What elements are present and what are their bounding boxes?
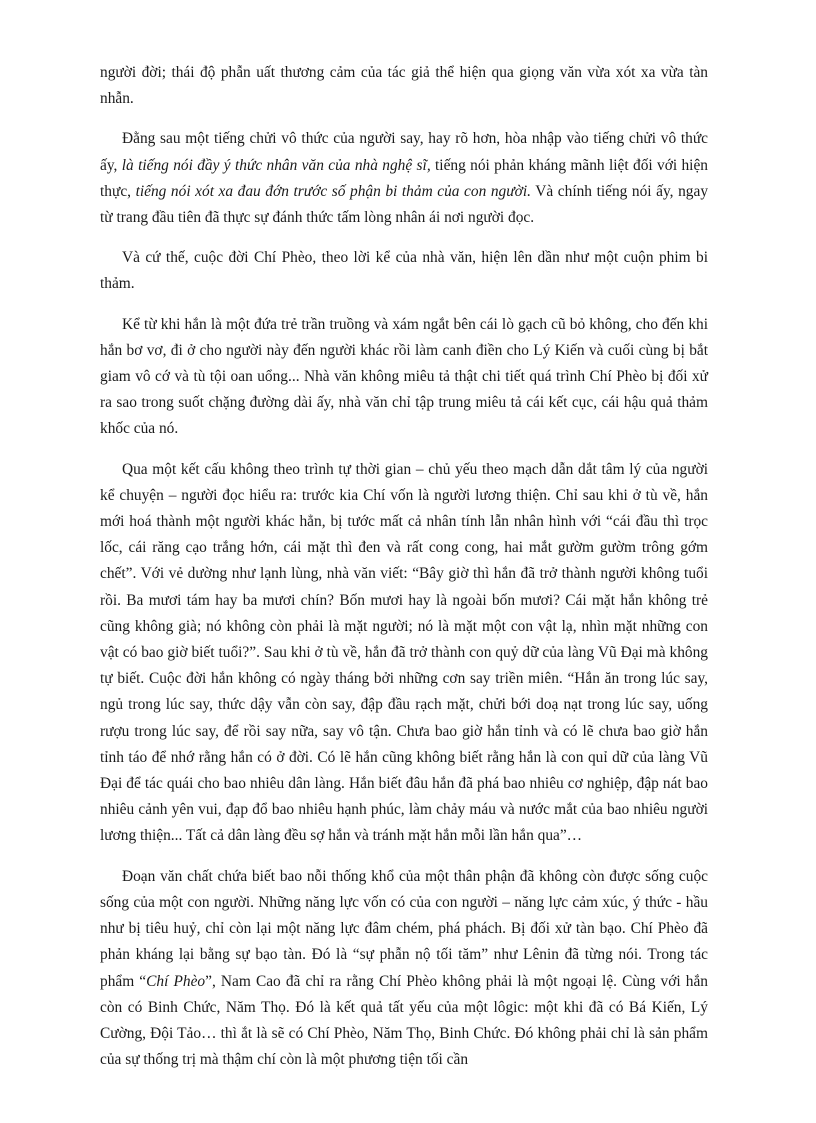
document-page <box>100 60 708 1073</box>
text-run: người đời; thái độ phẫn uất thương cảm của tác giả thể hiện qua giọng văn vừa xót xa vừa tàn nhẫn. <box>100 64 708 108</box>
text-run: Kể từ khi hắn là một đứa trẻ trần truồng và xám ngắt bên cái lò gạch cũ bỏ không, cho đến khi hắn bơ vơ, đi ở cho người này đến người khác rồi làm canh điền cho Lý Kiến và cuối cùng bị bắt giam vô cớ và tù tội oan uổng... Nhà văn không miêu tả thật chi tiết quá trình Chí Phèo bị đối xử ra sao trong suốt chặng đường dài ấy, nhà văn chỉ tập trung miêu tả cái kết cục, cái hậu quả thảm khốc của nó. <box>100 315 708 438</box>
text-run: Và chính tiếng nói ấy, ngay từ trang đầu tiên đã thực sự đánh thức tấm lòng nhân ái nơi người đọc. <box>100 182 709 227</box>
text-run: ”, Nam Cao đã chỉ ra rằng Chí Phèo không phải là một ngoại lệ. Cùng với hắn còn có Binh Chức, Năm Thọ. Đó là kết quả tất yếu của một lôgic: một khi đã có Bá Kiến, Lý Cường, Đội Tảo… thì ắt là sẽ có Chí Phèo, Năm Thọ, Binh Chức. Đó không phải chỉ là sản phẩm của sự thống trị mà thậm chí còn là một phương tiện tối cần <box>100 972 708 1069</box>
italic-text-run: tiếng nói xót xa đau đớn trước số phận bi thảm của con người. <box>135 182 531 200</box>
text-run: Đằng sau một tiếng chửi vô thức của người say, hay rõ hơn, hòa nhập vào tiếng chửi vô thức ấy, <box>100 130 708 174</box>
text-run: Và cứ thế, cuộc đời Chí Phèo, theo lời kể của nhà văn, hiện lên dần như một cuộn phim bi thảm. <box>100 249 708 293</box>
paragraph-suffering <box>100 864 708 1074</box>
italic-text-run: là tiếng nói đầy ý thức nhân văn của nhà nghệ sĩ, <box>121 156 431 174</box>
text-run: Qua một kết cấu không theo trình tự thời gian – chủ yếu theo mạch dẫn dắt tâm lý của người kể chuyện – người đọc hiểu ra: trước kia Chí vốn là người lương thiện. Chỉ sau khi ở tù về, hắn mới hoá thành một người khác hẳn, bị tước mất cả nhân tính lẫn nhân hình với “cái đầu thì trọc lốc, cái răng cạo trắng hớn, cái mặt thì đen và rất cong cong, hai mắt gườm gườm trông gớm chết”. Với vẻ dường như lạnh lùng, nhà văn viết: “Bây giờ thì hắn đã trở thành người không tuổi rồi. Ba mươi tám hay ba mươi chín? Bốn mươi hay là ngoài bốn mươi? Cái mặt hắn không trẻ cũng không già; nó không còn phải là mặt người; nó là mặt một con vật lạ, nhìn mặt những con vật có bao giờ biết tuổi?”. Sau khi ở tù về, hắn đã trở thành con quỷ dữ của làng Vũ Đại mà không tự biết. Cuộc đời hắn không có ngày tháng bởi những cơn say triền miên. “Hắn ăn trong lúc say, ngủ trong lúc say, thức dậy vẫn còn say, đập đầu rạch mặt, chửi bới doạ nạt trong lúc say, uống rượu trong lúc say, để rồi say nữa, say vô tận. Chưa bao giờ hắn tỉnh và có lẽ chưa bao giờ hắn tỉnh táo để nhớ rằng hắn có ở đời. Có lẽ hắn cũng không biết rằng hắn là con quỉ dữ của làng Vũ Đại để tác quái cho bao nhiêu dân làng. Hắn biết đâu hắn đã phá bao nhiêu cơ nghiệp, đập nát bao nhiêu cảnh yên vui, đạp đổ bao nhiêu hạnh phúc, làm chảy máu và nước mắt của bao nhiêu người lương thiện... Tất cả dân làng đều sợ hắn và tránh mặt hắn mỗi lần hắn qua”… <box>100 460 708 845</box>
paragraph-continuation <box>100 60 708 112</box>
italic-text-run: Chí Phèo <box>146 972 206 990</box>
paragraph-life-unfolds <box>100 245 708 297</box>
text-run: Đoạn văn chất chứa biết bao nỗi thống khổ của một thân phận đã không còn được sống cuộc sống của một con người. Những năng lực vốn có của con người – năng lực cảm xúc, ý thức - hầu như bị tiêu huỷ, chỉ còn lại một năng lực đâm chém, phá phách. Bị đối xử tàn bạo. Chí Phèo đã phản kháng lại bằng sự bạo tàn. Đó là “sự phẫn nộ tối tăm” như Lênin đã từng nói. Trong tác phẩm “ <box>100 867 708 990</box>
paragraph-structure <box>100 457 708 850</box>
paragraph-childhood <box>100 312 708 443</box>
paragraph-behind-the-curse <box>100 126 708 231</box>
text-run: tiếng nói phản kháng mãnh liệt đối với hiện thực, <box>100 156 708 200</box>
